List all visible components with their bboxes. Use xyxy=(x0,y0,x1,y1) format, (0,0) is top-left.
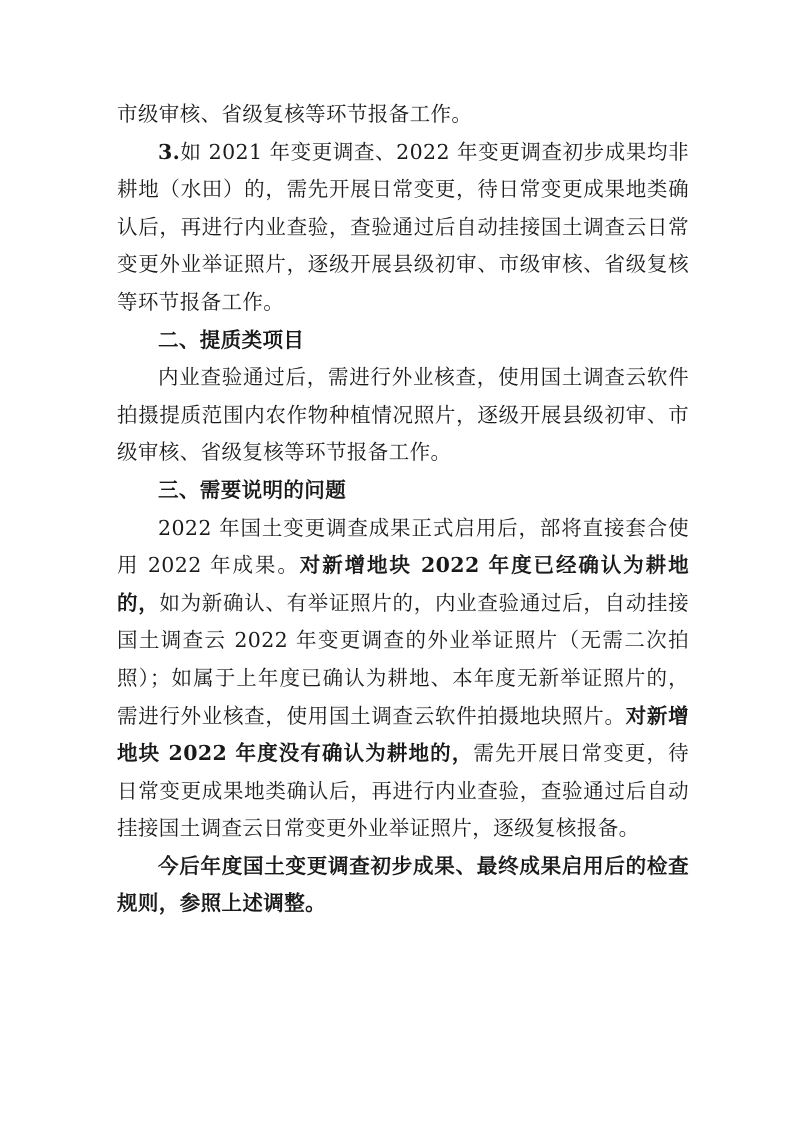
heading-text: 三、需要说明的问题 xyxy=(158,477,347,502)
text-segment: 如为新确认、有举证照片的，内业查验通过后，自动挂接国土调查云 2022 年变更调查的外业举证照片（无需二次拍照）；如属于上年度已确认为耕地、本年度无新举证照片的，需进行外业核查，使用国土调查云软件拍摄地块照片。 xyxy=(117,590,690,728)
section-heading-notes xyxy=(117,472,689,510)
heading-text: 二、提质类项目 xyxy=(158,327,305,352)
paragraph-quality xyxy=(117,359,689,472)
paragraph-continuation xyxy=(117,96,689,134)
text-segment: 如 2021 年变更调查、2022 年变更调查初步成果均非耕地（水田）的，需先开展日常变更，待日常变更成果地类确认后，再进行内业查验，查验通过后自动挂接国土调查云日常变更外业举证照片，逐级开展县级初审、市级审核、省级复核等环节报备工作。 xyxy=(117,139,689,314)
emphasis-segment: 对新增地块 2022 年度已经确认为耕地的， xyxy=(117,553,689,615)
emphasis-segment: 对新增地块 2022 年度没有确认为耕地的， xyxy=(117,703,689,766)
item-number: 3. xyxy=(158,139,181,164)
paragraph-item-3 xyxy=(117,134,689,322)
text-segment: 内业查验通过后，需进行外业核查，使用国土调查云软件拍摄提质范围内农作物种植情况照片，逐级开展县级初审、市级审核、省级复核等环节报备工作。 xyxy=(117,365,689,465)
text-segment: 市级审核、省级复核等环节报备工作。 xyxy=(117,102,473,126)
paragraph-notes xyxy=(117,510,689,848)
paragraph-conclusion xyxy=(117,848,689,923)
text-segment: 需先开展日常变更，待日常变更成果地类确认后，再进行内业查验，查验通过后自动挂接国土调查云日常变更外业举证照片，逐级复核报备。 xyxy=(117,741,689,841)
document-page xyxy=(117,96,689,923)
section-heading-quality xyxy=(117,322,689,360)
text-segment: 2022 年国土变更调查成果正式启用后，部将直接套合使用 2022 年成果。 xyxy=(117,515,689,578)
text-segment: 今后年度国土变更调查初步成果、最终成果启用后的检查规则，参照上述调整。 xyxy=(117,853,689,916)
